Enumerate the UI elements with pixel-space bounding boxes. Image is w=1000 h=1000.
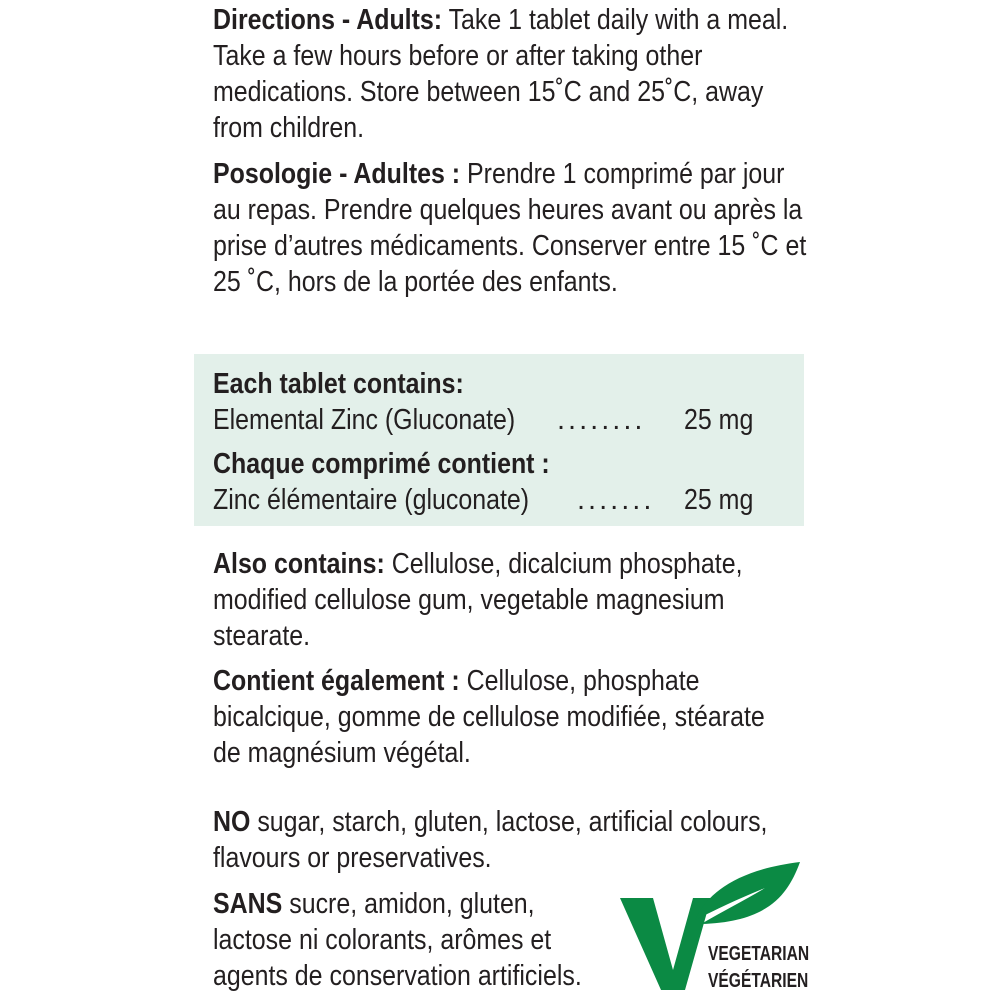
free-from-en-label: NO [213, 806, 251, 838]
free-from-fr-label: SANS [213, 888, 283, 920]
free-from-fr [213, 886, 600, 994]
also-contains-en [213, 546, 798, 654]
directions-en-label: Directions - Adults: [213, 4, 443, 36]
also-contains-fr-text: Cellulose, phosphate bicalcique, gomme de cellulose modifiée, stéarate de magnésium végétal. [213, 665, 765, 769]
ingredient-name-fr: Zinc élémentaire (gluconate) [213, 484, 530, 516]
also-contains-en-label: Also contains: [213, 548, 385, 580]
composition-heading-fr-text: Chaque comprimé contient : [213, 448, 550, 480]
ingredient-dots-fr: ....... [577, 484, 655, 516]
free-from-fr-text: sucre, amidon, gluten, lactose ni colorants, arômes et agents de conservation artificiels. [213, 888, 582, 992]
ingredient-dots-en: ........ [557, 404, 646, 436]
composition-heading-fr [213, 446, 550, 482]
ingredient-row-en [213, 402, 515, 438]
ingredient-row-fr [213, 482, 529, 518]
directions-fr-label: Posologie - Adultes : [213, 158, 461, 190]
also-contains-fr [213, 663, 798, 771]
also-contains-en-text: Cellulose, dicalcium phosphate, modified cellulose gum, vegetable magnesium stearate. [213, 548, 743, 652]
free-from-en-text: sugar, starch, gluten, lactose, artificial colours, flavours or preservatives. [213, 806, 768, 874]
composition-heading-en-text: Each tablet contains: [213, 368, 464, 400]
ingredient-amount-en: 25 mg [684, 404, 754, 436]
vegetarian-label-fr: VÉGÉTARIEN [708, 970, 809, 992]
ingredient-name-en: Elemental Zinc (Gluconate) [213, 404, 516, 436]
composition-heading-en [213, 366, 464, 402]
directions-fr [213, 156, 815, 300]
vegetarian-label-en: VEGETARIAN [708, 943, 810, 965]
directions-fr-text: Prendre 1 comprimé par jour au repas. Prendre quelques heures avant ou après la prise d’autres médicaments. Conserver entre 15 ˚C et 25 ˚C, hors de la portée des enfants. [213, 158, 807, 298]
ingredient-amount-fr: 25 mg [684, 484, 754, 516]
directions-en-text: Take 1 tablet daily with a meal. Take a few hours before or after taking other medications. Store between 15˚C and 25˚C, away from children. [213, 4, 789, 144]
also-contains-fr-label: Contient également : [213, 665, 460, 697]
directions-en [213, 2, 798, 146]
